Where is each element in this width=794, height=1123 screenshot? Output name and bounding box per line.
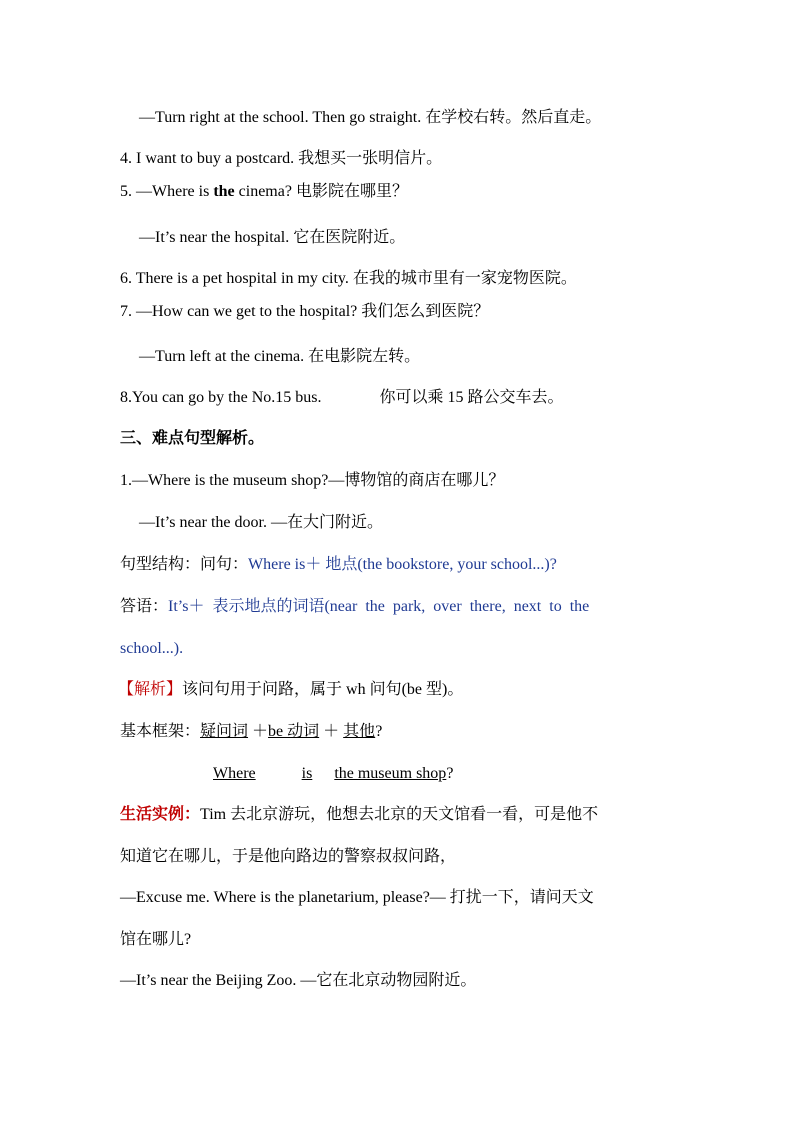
life-example-label: 生活实例： xyxy=(120,806,201,823)
example-answer: —It’s near the door. —在大门附近。 xyxy=(139,514,383,531)
frame-plus: ＋ xyxy=(248,723,269,740)
frame-plus: ＋ xyxy=(319,723,344,740)
section-heading: 三、难点句型解析。 xyxy=(120,430,265,447)
answer-label: 答语： xyxy=(120,598,169,615)
sentence-5-part: cinema? 电影院在哪里？ xyxy=(234,183,408,200)
analysis-line xyxy=(118,679,463,701)
life-example-question-continued: 馆在哪儿? xyxy=(120,931,192,948)
structure-line xyxy=(120,554,557,576)
sentence-5-bold: the xyxy=(213,183,235,200)
sentence-7: 7. —How can we get to the hospital? 我们怎么到医院？ xyxy=(120,303,490,320)
structure-question-label: 问句： xyxy=(200,556,249,573)
frame-example-is: is xyxy=(301,765,313,782)
frame-example-shop: the museum shop xyxy=(334,765,447,782)
dialogue-line: —Turn right at the school. Then go straight. 在学校右转。然后直走。 xyxy=(139,109,602,126)
frame-be-verb: be 动词 xyxy=(268,723,320,740)
sentence-7-answer: —Turn left at the cinema. 在电影院左转。 xyxy=(139,348,421,365)
frame-line xyxy=(120,721,382,743)
frame-other: 其他 xyxy=(343,723,376,740)
sentence-5 xyxy=(120,181,408,203)
answer-line-continued: school...). xyxy=(120,640,184,657)
sentence-5-part: 5. —Where is xyxy=(120,183,214,200)
sentence-6: 6. There is a pet hospital in my city. 在我的城市里有一家宠物医院。 xyxy=(120,270,577,287)
sentence-5-answer: —It’s near the hospital. 它在医院附近。 xyxy=(139,229,406,246)
analysis-text: 该问句用于问路，属于 wh 问句(be 型)。 xyxy=(182,681,464,698)
frame-example-question-mark: ? xyxy=(446,765,454,782)
life-example-text: Tim 去北京游玩，他想去北京的天文馆看一看，可是他不 xyxy=(200,806,599,823)
sentence-4: 4. I want to buy a postcard. 我想买一张明信片。 xyxy=(120,150,443,167)
frame-question-word: 疑问词 xyxy=(200,723,249,740)
frame-example xyxy=(213,763,453,785)
answer-pattern: It’s＋ 表示地点的词语(near the park, over there, next to the xyxy=(168,598,590,615)
sentence-8-en: 8.You can go by the No.15 bus. xyxy=(120,389,322,406)
life-example-line xyxy=(120,804,598,826)
structure-question: Where is＋ 地点(the bookstore, your school...)? xyxy=(248,556,557,573)
structure-label: 句型结构： xyxy=(120,556,201,573)
sentence-8-zh: 你可以乘 15 路公交车去。 xyxy=(379,389,564,406)
analysis-label: 【解析】 xyxy=(118,681,183,698)
life-example-answer: —It’s near the Beijing Zoo. —它在北京动物园附近。 xyxy=(120,972,477,989)
sentence-8 xyxy=(120,387,564,409)
frame-question-mark: ? xyxy=(375,723,383,740)
life-example-continued: 知道它在哪儿，于是他向路边的警察叔叔问路， xyxy=(120,848,457,865)
answer-line xyxy=(120,596,675,618)
example-question: 1.—Where is the museum shop?—博物馆的商店在哪儿？ xyxy=(120,472,505,489)
life-example-question: —Excuse me. Where is the planetarium, please?— 打扰一下，请问天文 xyxy=(120,889,594,906)
frame-label: 基本框架： xyxy=(120,723,201,740)
frame-example-where: Where xyxy=(213,765,256,782)
